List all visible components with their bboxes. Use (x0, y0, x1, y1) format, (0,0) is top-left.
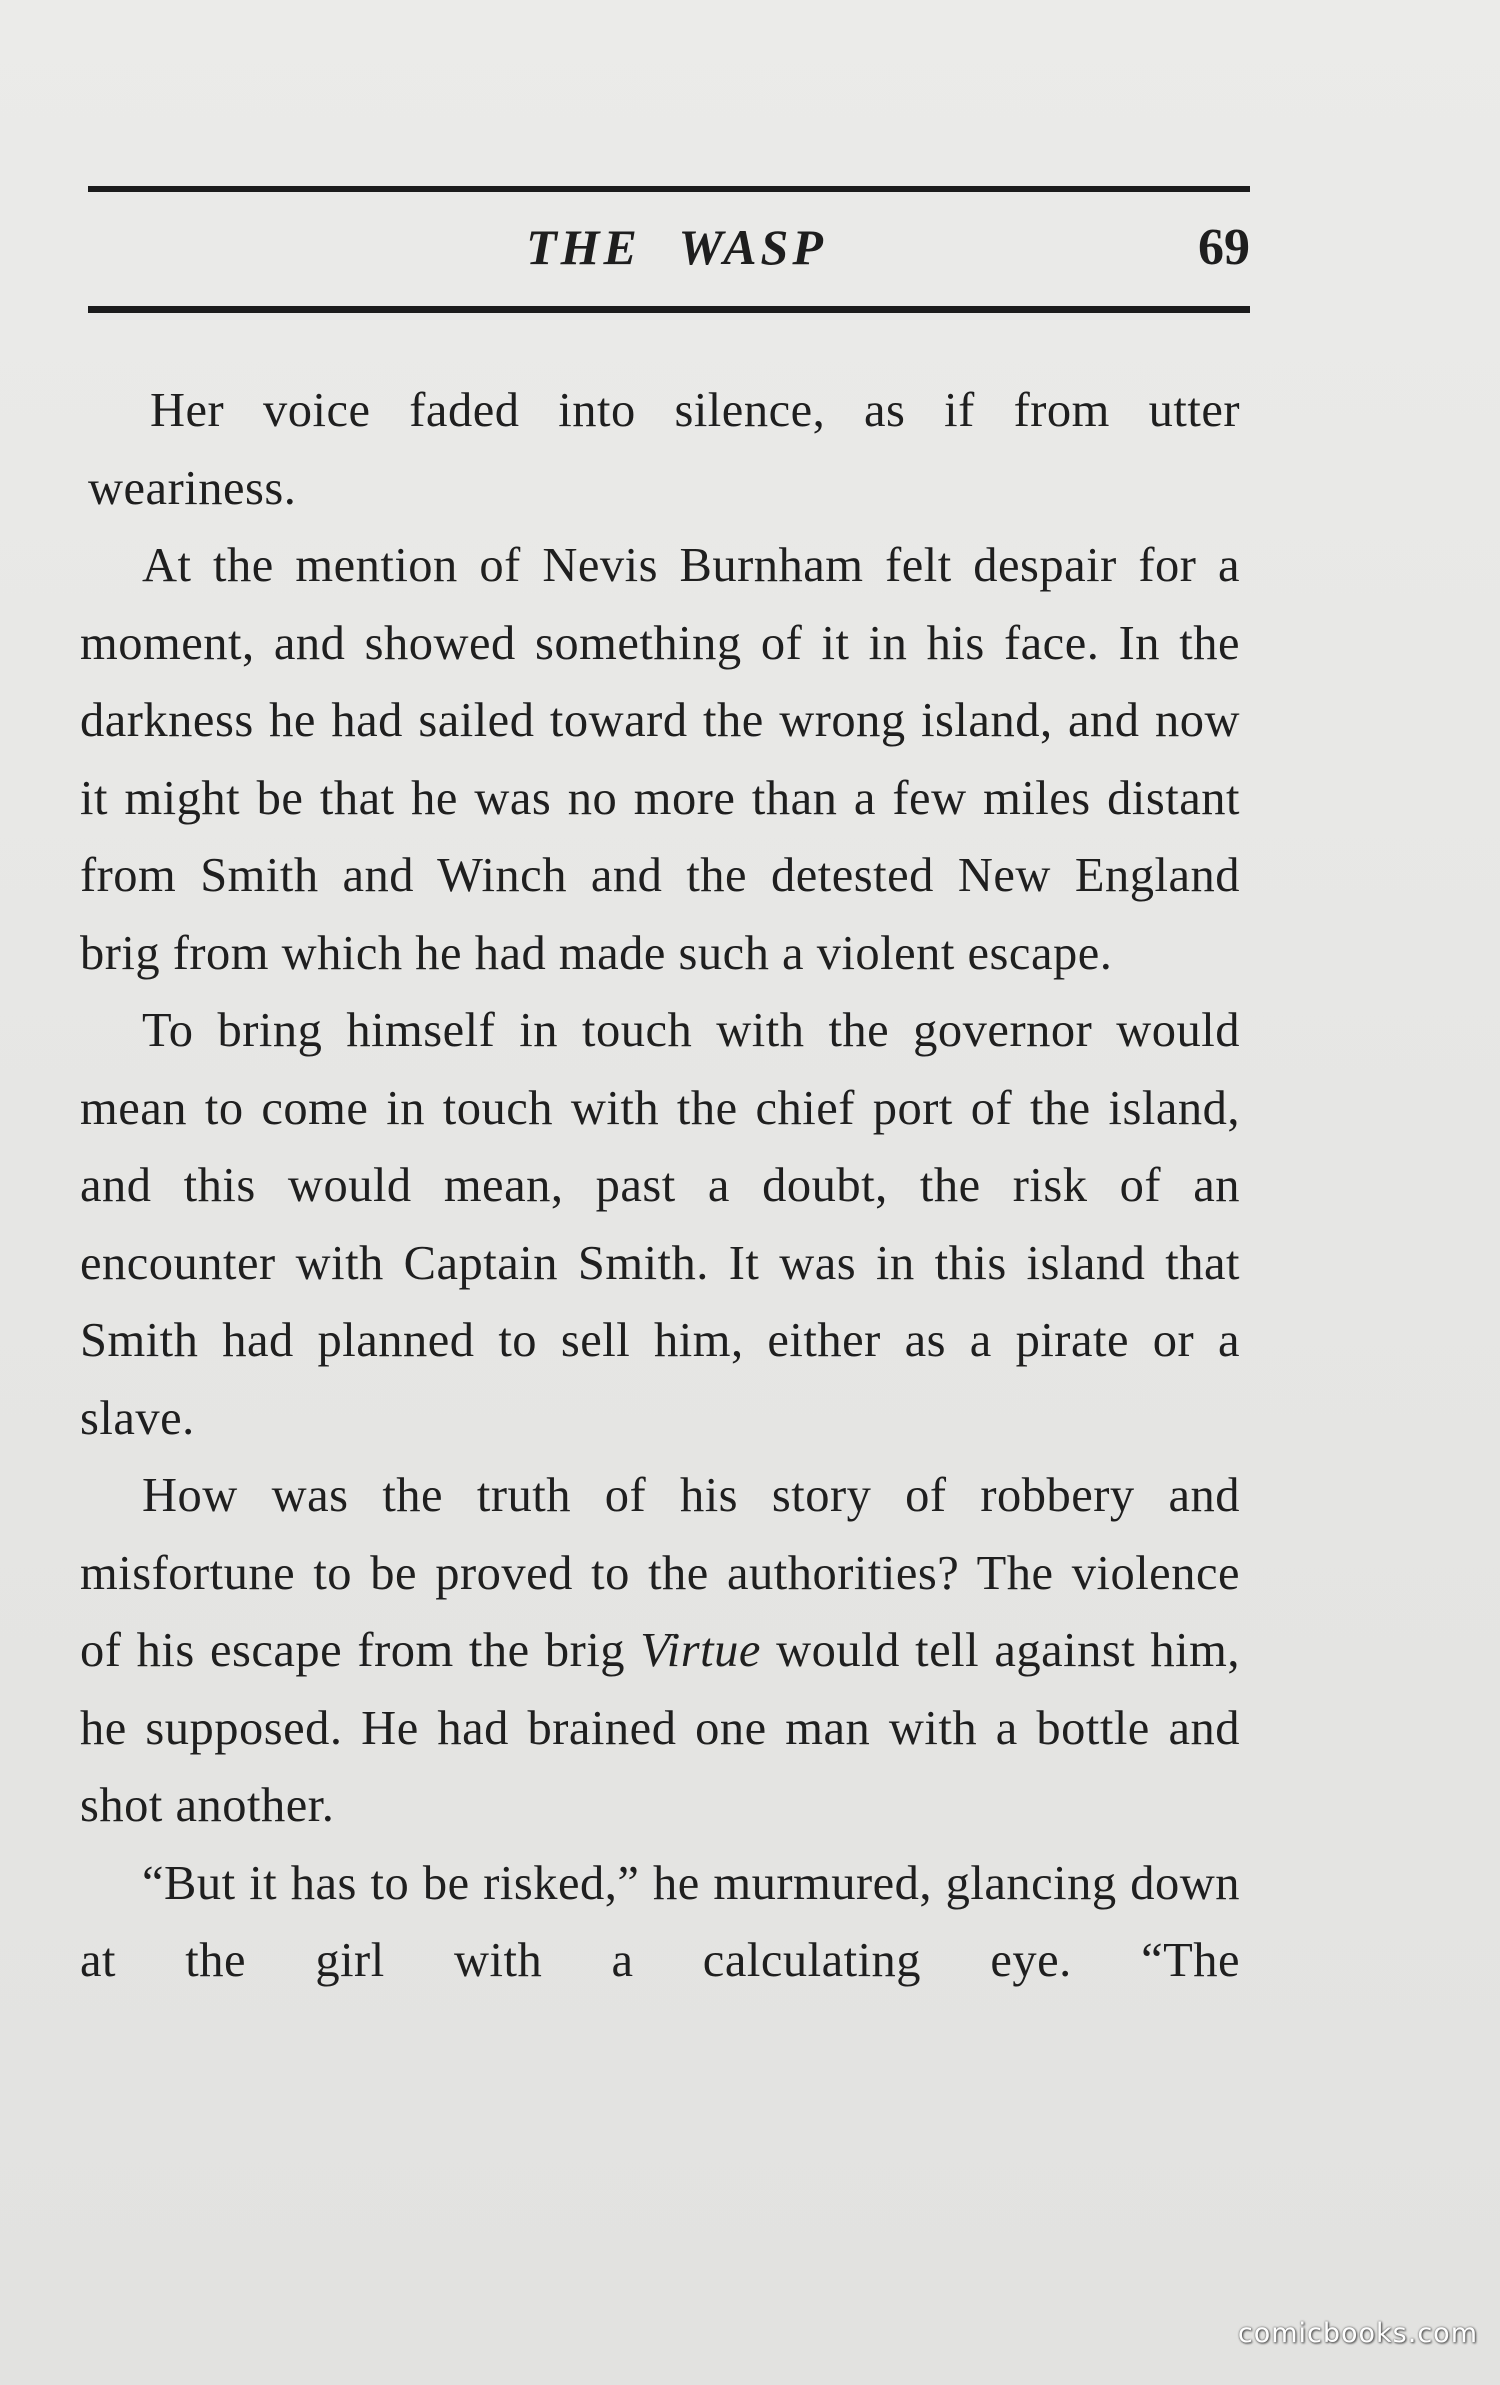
paragraph-4 (80, 1457, 1240, 1845)
ship-name-italic: Virtue (640, 1624, 761, 1677)
paragraph-2: At the mention of Nevis Burnham felt despair for a moment, and showed something of it in his face. In the darkness he had sailed toward the wrong island, and now it might be that he was no more than a few miles distant from Smith and Winch and the detested New England brig from which he had made such a violent escape. (80, 539, 1240, 980)
paragraph-5: “But it has to be risked,” he murmured, glancing down at the girl with a calculating eye. “The (80, 1856, 1240, 1987)
header-bottom-rule (88, 306, 1250, 313)
running-title: THE WASP (526, 219, 827, 275)
watermark: comicbooks.com (1237, 2318, 1478, 2349)
paragraph-4-text-a: How was the truth of his story of robbery and misfortune to be proved to the authorities? The violence of his escape from the brig (80, 1469, 1240, 1677)
header-top-rule (88, 186, 1250, 192)
paragraph-4-text-b: would tell against him, he supposed. He had brained one man with a bottle and shot another. (80, 1624, 1240, 1832)
page-number: 69 (1198, 219, 1250, 276)
paragraph-3: To bring himself in touch with the governor would mean to come in touch with the chief port of the island, and this would mean, past a doubt, the risk of an encounter with Captain Smith. It was in this island that Smith had planned to sell him, either as a pirate or a slave. (80, 1004, 1240, 1445)
paragraph-1: Her voice faded into silence, as if from utter weariness. (88, 384, 1240, 515)
body-text (80, 372, 1240, 2000)
